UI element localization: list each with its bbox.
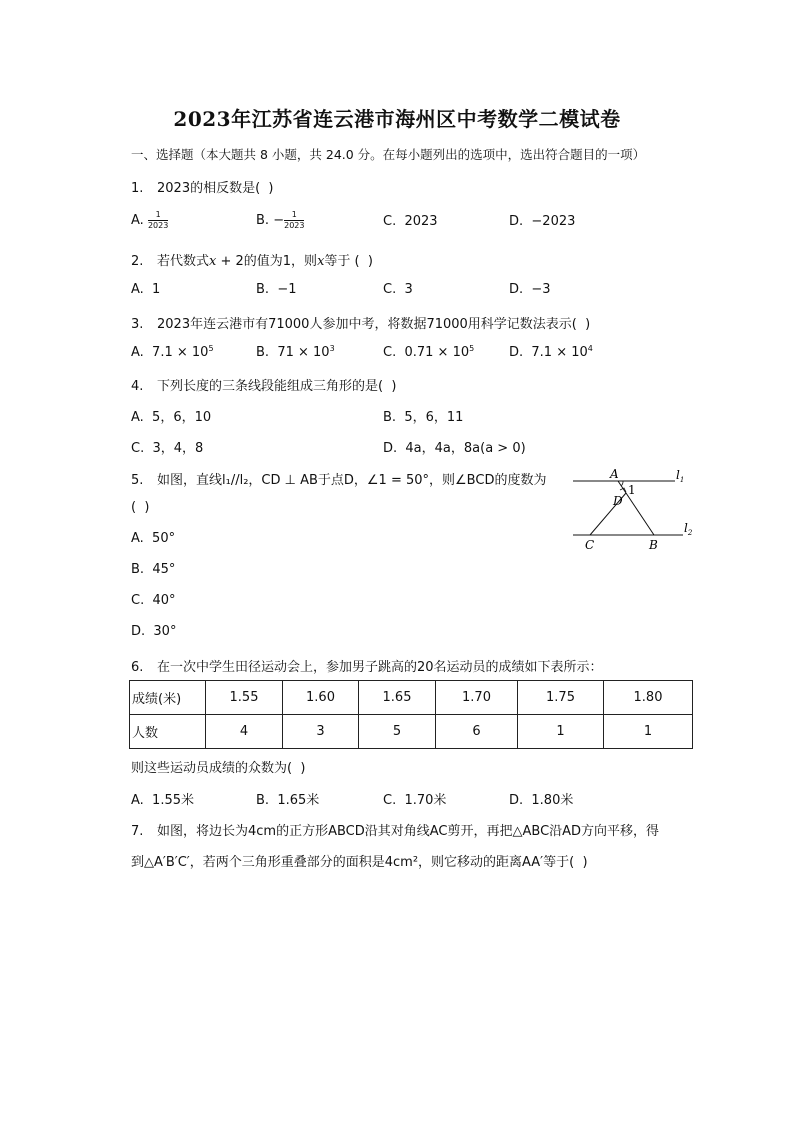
- q2-option-d[interactable]: D. −3: [509, 282, 551, 297]
- table-cell: 1.55: [206, 681, 283, 715]
- table-cell: 5: [359, 715, 436, 749]
- q2-option-a[interactable]: A. 1: [131, 282, 161, 297]
- table-cell: 4: [206, 715, 283, 749]
- q1-option-b[interactable]: [256, 210, 304, 231]
- question-1: [131, 177, 274, 196]
- q5-option-d[interactable]: D. 30°: [131, 624, 177, 639]
- question-number: 1.: [131, 181, 144, 196]
- parallel-lines-figure: [568, 462, 698, 554]
- question-text: 如图，直线l₁//l₂，CD ⊥ AB于点D，∠1 = 50°，则∠BCD的度数为: [157, 473, 547, 488]
- table-cell: 1: [604, 715, 693, 749]
- question-3: [131, 313, 590, 332]
- text-part: + 2的值为1，则: [216, 254, 318, 269]
- variable: x: [209, 254, 217, 269]
- q5-option-b[interactable]: B. 45°: [131, 562, 176, 577]
- label-d: D: [613, 494, 623, 508]
- table-row: [130, 715, 693, 749]
- table-cell: 1.60: [283, 681, 359, 715]
- text-part: 若代数式: [157, 254, 210, 269]
- label-b: B: [649, 538, 658, 552]
- q1-option-d[interactable]: D. −2023: [509, 214, 576, 229]
- label-c: C: [585, 538, 595, 552]
- q6-option-d[interactable]: D. 1.80米: [509, 793, 574, 808]
- question-5: [131, 469, 546, 488]
- question-number: 6.: [131, 660, 144, 675]
- table-cell: 1.70: [436, 681, 518, 715]
- results-table: [129, 680, 693, 749]
- table-cell: 6: [436, 715, 518, 749]
- q6-option-a[interactable]: A. 1.55米: [131, 793, 195, 808]
- question-text: 如图，将边长为4cm的正方形ABCD沿其对角线AC剪开，再把△ABC沿AD方向平移，得: [157, 824, 660, 839]
- question-number: 3.: [131, 317, 144, 332]
- fraction: $\frac{1}{2023}$: [147, 210, 169, 230]
- variable: x: [317, 254, 325, 269]
- text-part: 等于 ( ): [324, 254, 373, 269]
- q4-option-b[interactable]: B. 5，6，11: [383, 410, 464, 425]
- segment-ab: [618, 481, 654, 535]
- q3-option-a[interactable]: A. $7.1 \times 10^5$: [131, 344, 214, 360]
- answer-paren: ( ): [131, 500, 150, 515]
- q1-option-a[interactable]: [131, 210, 168, 231]
- question-7: [131, 820, 659, 839]
- question-text: 下列长度的三条线段能组成三角形的是( ): [157, 379, 397, 394]
- q6-option-c[interactable]: C. 1.70米: [383, 793, 447, 808]
- q5-option-a[interactable]: A. 50°: [131, 531, 176, 546]
- q4-option-a[interactable]: A. 5，6，10: [131, 410, 212, 425]
- question-text: 2023的相反数是( ): [157, 181, 274, 196]
- q3-option-c[interactable]: C. $0.71 \times 10^5$: [383, 344, 475, 360]
- question-number: 7.: [131, 824, 144, 839]
- table-cell: 人数: [130, 715, 206, 749]
- question-7-line-2: 到△A′B′C′，若两个三角形重叠部分的面积是4cm²，则它移动的距离AA′等于( ): [131, 855, 588, 870]
- table-cell: 1.65: [359, 681, 436, 715]
- question-4: [131, 375, 396, 394]
- q4-option-c[interactable]: C. 3，4，8: [131, 441, 204, 456]
- q4-option-d[interactable]: D. 4a，4a，8a(a > 0): [383, 441, 526, 456]
- fraction: $\frac{1}{2023}$: [284, 210, 305, 230]
- question-text: 2023年连云港市有71000人参加中考，将数据71000用科学记数法表示( ): [157, 317, 591, 332]
- question-6-followup: 则这些运动员成绩的众数为( ): [131, 761, 306, 776]
- table-row: [130, 681, 693, 715]
- q6-option-b[interactable]: B. 1.65米: [256, 793, 320, 808]
- question-text: 在一次中学生田径运动会上，参加男子跳高的20名运动员的成绩如下表所示：: [157, 660, 603, 675]
- q5-option-c[interactable]: C. 40°: [131, 593, 176, 608]
- label-l2: $l_2$: [684, 521, 693, 537]
- option-label: A.: [131, 213, 144, 228]
- question-number: 2.: [131, 254, 144, 269]
- table-cell: 成绩(米): [130, 681, 206, 715]
- q3-option-b[interactable]: B. $71 \times 10^3$: [256, 344, 335, 360]
- label-l1: $l_1$: [676, 468, 685, 484]
- table-cell: 1.80: [604, 681, 693, 715]
- table-cell: 1: [518, 715, 604, 749]
- minus-sign: −: [273, 213, 285, 228]
- q3-option-d[interactable]: D. $7.1 \times 10^4$: [509, 344, 593, 360]
- label-a: A: [610, 467, 619, 481]
- label-angle-1: 1: [628, 483, 636, 497]
- question-6: [131, 656, 603, 675]
- angle-arc: [621, 481, 623, 486]
- option-label: B.: [256, 213, 270, 228]
- question-number: 5.: [131, 473, 144, 488]
- q2-option-b[interactable]: B. −1: [256, 282, 297, 297]
- q1-option-c[interactable]: C. 2023: [383, 214, 438, 229]
- table-cell: 3: [283, 715, 359, 749]
- table-cell: 1.75: [518, 681, 604, 715]
- section-heading: 一、选择题（本大题共 8 小题，共 24.0 分。在每小题列出的选项中，选出符合题目的一项）: [131, 147, 646, 162]
- question-number: 4.: [131, 379, 144, 394]
- question-2: [131, 250, 373, 269]
- page-title: 2023年江苏省连云港市海州区中考数学二模试卷: [173, 107, 621, 131]
- q2-option-c[interactable]: C. 3: [383, 282, 413, 297]
